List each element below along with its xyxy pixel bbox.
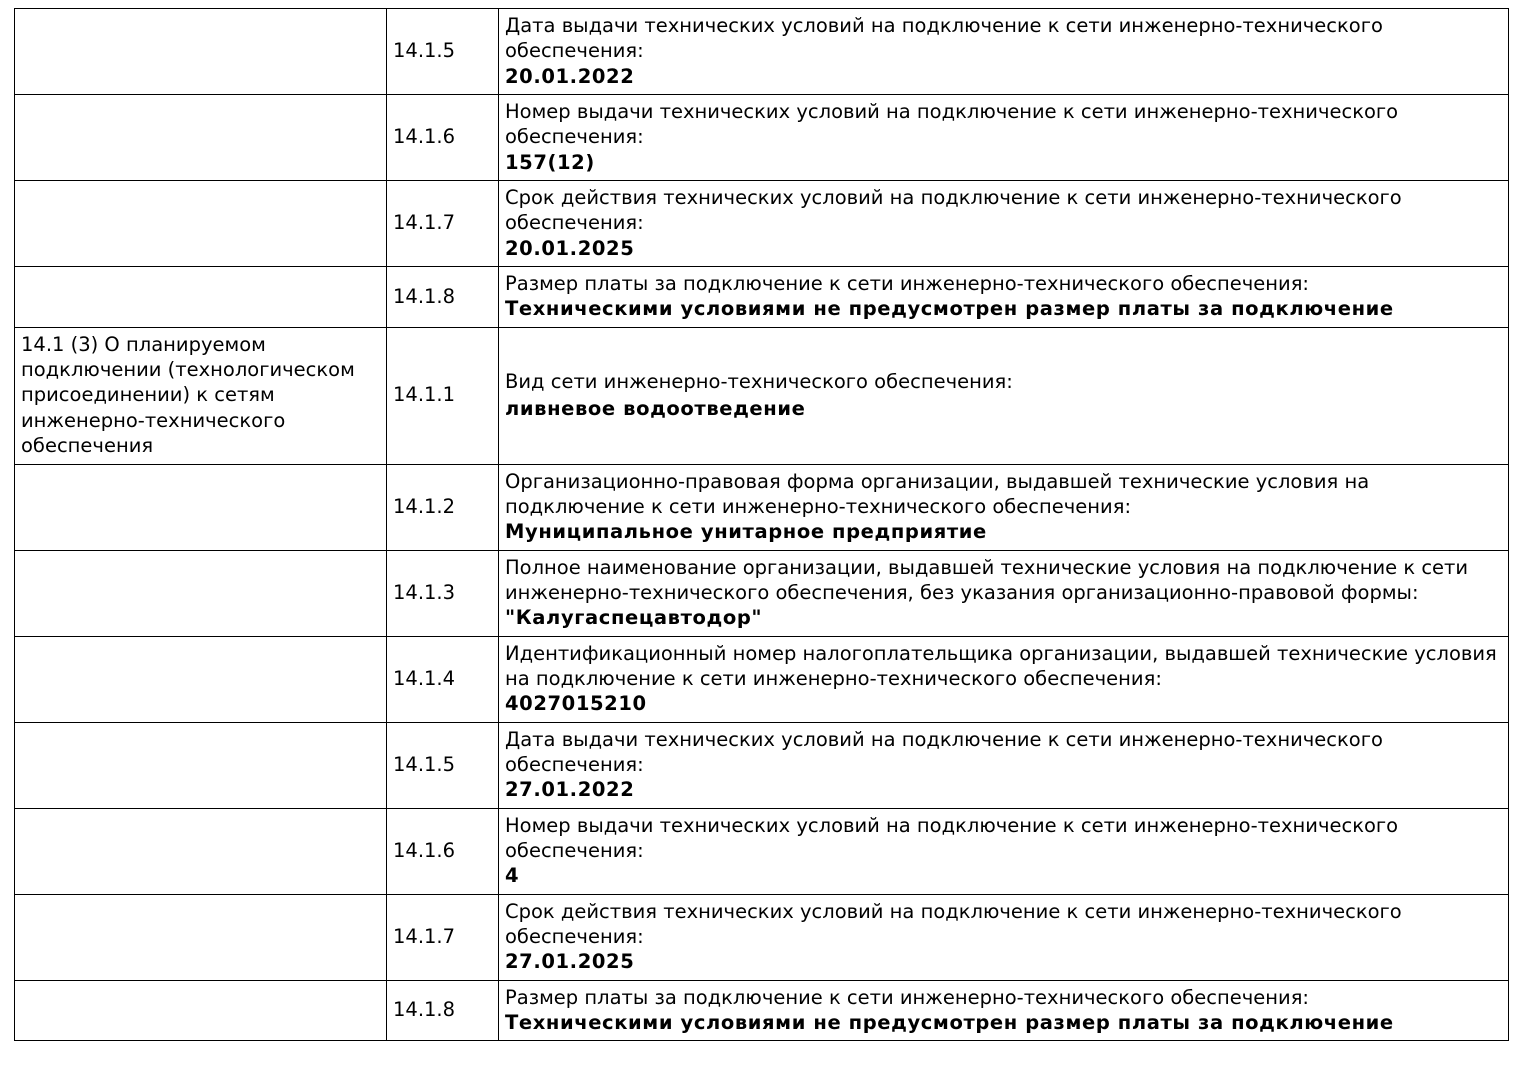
field-value: 20.01.2022: [505, 64, 635, 88]
field-label: Срок действия технических условий на подключение к сети инженерно-технического обеспечения:: [505, 186, 1402, 235]
field-label: Размер платы за подключение к сети инженерно-технического обеспечения:: [505, 272, 1310, 296]
table-row: [15, 722, 1509, 808]
content-cell: [499, 9, 1509, 95]
content-cell: [499, 722, 1509, 808]
table-row: [15, 894, 1509, 980]
section-cell: [15, 9, 387, 95]
field-value: Техническими условиями не предусмотрен размер платы за подключение: [505, 1011, 1394, 1035]
table-row: [15, 181, 1509, 267]
field-label: Дата выдачи технических условий на подключение к сети инженерно-технического обеспечения:: [505, 14, 1383, 63]
code-cell: 14.1.3: [387, 550, 499, 636]
field-value: 4: [505, 864, 520, 888]
code-cell: 14.1.7: [387, 181, 499, 267]
code-cell: 14.1.1: [387, 327, 499, 464]
content-cell: [499, 267, 1509, 328]
content-cell: [499, 95, 1509, 181]
field-value: Техническими условиями не предусмотрен размер платы за подключение: [505, 297, 1394, 321]
table-row: [15, 980, 1509, 1041]
section-cell: [15, 894, 387, 980]
code-cell: 14.1.2: [387, 464, 499, 550]
content-cell: [499, 808, 1509, 894]
section-cell: [15, 636, 387, 722]
code-cell: 14.1.7: [387, 894, 499, 980]
field-label: Размер платы за подключение к сети инженерно-технического обеспечения:: [505, 985, 1310, 1009]
field-value: ливневое водоотведение: [505, 397, 806, 421]
content-cell: [499, 550, 1509, 636]
code-cell: 14.1.5: [387, 9, 499, 95]
content-cell: [499, 464, 1509, 550]
section-cell: [15, 808, 387, 894]
field-label: Идентификационный номер налогоплательщика организации, выдавшей технические условия на подключение к сети инженерно-технического обеспечения:: [505, 641, 1497, 690]
table-row: [15, 464, 1509, 550]
section-cell: [15, 980, 387, 1041]
code-cell: 14.1.4: [387, 636, 499, 722]
field-value: 27.01.2025: [505, 950, 635, 974]
section-cell: [15, 95, 387, 181]
field-label: Дата выдачи технических условий на подключение к сети инженерно-технического обеспечения:: [505, 727, 1383, 776]
section-cell: [15, 464, 387, 550]
field-label: Номер выдачи технических условий на подключение к сети инженерно-технического обеспечения:: [505, 100, 1399, 149]
table-row: [15, 550, 1509, 636]
field-value: 27.01.2022: [505, 778, 635, 802]
code-cell: 14.1.8: [387, 267, 499, 328]
code-cell: 14.1.5: [387, 722, 499, 808]
field-label: Вид сети инженерно-технического обеспечения:: [505, 369, 1013, 393]
field-value: Муниципальное унитарное предприятие: [505, 520, 987, 544]
table-row: [15, 636, 1509, 722]
table-row: [15, 267, 1509, 328]
field-label: Организационно-правовая форма организации, выдавшей технические условия на подключение к сети инженерно-технического обеспечения:: [505, 469, 1370, 518]
table-row: [15, 95, 1509, 181]
code-cell: 14.1.8: [387, 980, 499, 1041]
field-label: Полное наименование организации, выдавшей технические условия на подключение к сети инженерно-технического обеспечения, без указания организационно-правовой формы:: [505, 555, 1469, 604]
table-row: [15, 9, 1509, 95]
field-value: 20.01.2025: [505, 236, 635, 260]
table-row: [15, 808, 1509, 894]
code-cell: 14.1.6: [387, 808, 499, 894]
field-label: Срок действия технических условий на подключение к сети инженерно-технического обеспечения:: [505, 899, 1402, 948]
section-cell: 14.1 (3) О планируемом подключении (технологическом присоединении) к сетям инженерно-технического обеспечения: [15, 327, 387, 464]
content-cell: [499, 181, 1509, 267]
field-value: 157(12): [505, 150, 595, 174]
field-value: "Калугаспецавтодор": [505, 606, 763, 630]
content-cell: [499, 636, 1509, 722]
content-cell: [499, 980, 1509, 1041]
technical-conditions-table: [14, 8, 1509, 1041]
section-cell: [15, 267, 387, 328]
field-label: Номер выдачи технических условий на подключение к сети инженерно-технического обеспечения:: [505, 813, 1399, 862]
table-row: [15, 327, 1509, 464]
section-cell: [15, 181, 387, 267]
field-value: 4027015210: [505, 692, 647, 716]
section-cell: [15, 550, 387, 636]
section-cell: [15, 722, 387, 808]
content-cell: [499, 327, 1509, 464]
content-cell: [499, 894, 1509, 980]
code-cell: 14.1.6: [387, 95, 499, 181]
